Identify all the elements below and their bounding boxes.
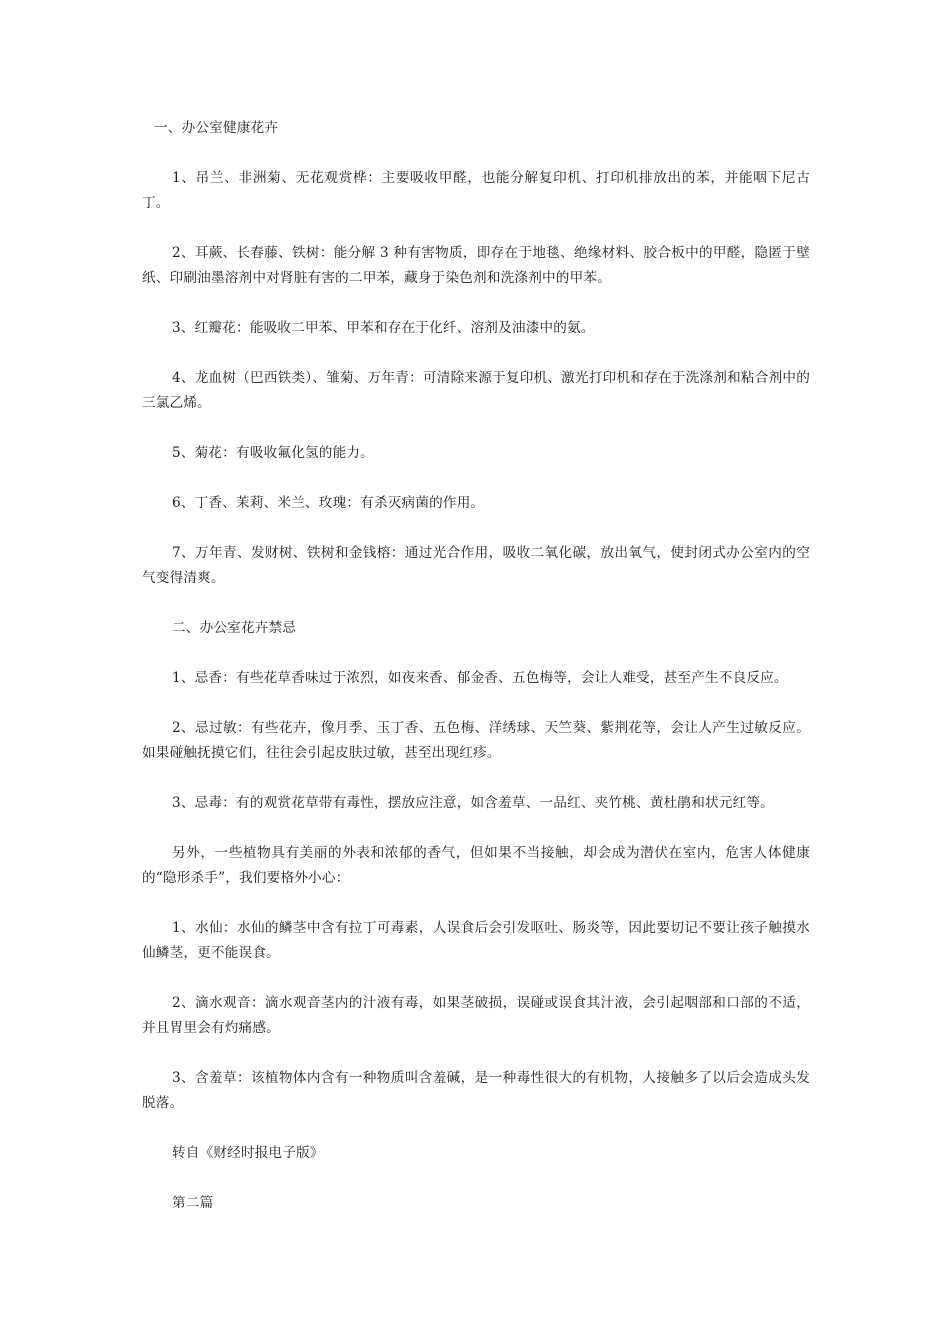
paragraph-red-flower: 3、红瓣花：能吸收二甲苯、甲苯和存在于化纤、溶剂及油漆中的氨。: [172, 320, 595, 336]
paragraph-additional-note: 另外，一些植物具有美丽的外表和浓郁的香气，但如果不当接触，却会成为潜伏在室内，危害人体健康的“隐形杀手”，我们要格外小心：: [142, 845, 810, 886]
section-heading-healthy-plants: 一、办公室健康花卉: [154, 120, 279, 136]
paragraph-avoid-poison: 3、忌毒：有的观赏花草带有毒性，摆放应注意，如含羞草、一品红、夹竹桃、黄杜鹃和状元红等。: [172, 795, 774, 811]
paragraph-mimosa: 3、含羞草：该植物体内含有一种物质叫含羞碱，是一种毒性很大的有机物，人接触多了以后会造成头发脱落。: [142, 1070, 810, 1111]
paragraph-avoid-fragrance: 1、忌香：有些花草香味过于浓烈，如夜来香、郁金香、五色梅等，会让人难受，甚至产生不良反应。: [172, 670, 788, 686]
paragraph-chrysanthemum: 5、菊花：有吸收氟化氢的能力。: [172, 445, 374, 461]
source-attribution: 转自《财经时报电子版》: [172, 1145, 324, 1161]
paragraph-lilac-jasmine: 6、丁香、茉莉、米兰、玫瑰：有杀灭病菌的作用。: [172, 495, 485, 511]
paragraph-money-tree: 7、万年青、发财树、铁树和金钱榕：通过光合作用，吸收二氧化碳，放出氧气，使封闭式办公室内的空气变得清爽。: [142, 545, 810, 586]
paragraph-fern-ivy: 2、耳蕨、长春藤、铁树：能分解 3 种有害物质，即存在于地毯、绝缘材料、胶合板中的甲醛，隐匿于壁纸、印刷油墨溶剂中对肾脏有害的二甲苯，藏身于染色剂和洗涤剂中的甲苯。: [142, 245, 810, 286]
paragraph-narcissus: 1、水仙：水仙的鳞茎中含有拉丁可毒素，人误食后会引发呕吐、肠炎等，因此要切记不要让孩子触摸水仙鳞茎，更不能误食。: [142, 920, 810, 961]
section-heading-taboos: 二、办公室花卉禁忌: [172, 620, 297, 636]
document-body: [142, 116, 810, 1241]
paragraph-dracaena: 4、龙血树（巴西铁类）、雏菊、万年青：可清除来源于复印机、激光打印机和存在于洗涤剂和粘合剂中的三氯乙烯。: [142, 370, 810, 411]
section-heading-part-two: 第二篇: [172, 1195, 214, 1211]
paragraph-spider-plant: 1、吊兰、非洲菊、无花观赏桦：主要吸收甲醛，也能分解复印机、打印机排放出的苯，并能咽下尼古丁。: [142, 170, 810, 211]
paragraph-avoid-allergy: 2、忌过敏：有些花卉，像月季、玉丁香、五色梅、洋绣球、天竺葵、紫荆花等，会让人产生过敏反应。如果碰触抚摸它们，往往会引起皮肤过敏，甚至出现红疹。: [142, 720, 810, 761]
paragraph-alocasia: 2、滴水观音：滴水观音茎内的汁液有毒，如果茎破损，误碰或误食其汁液，会引起咽部和口部的不适，并且胃里会有灼痛感。: [142, 995, 810, 1036]
